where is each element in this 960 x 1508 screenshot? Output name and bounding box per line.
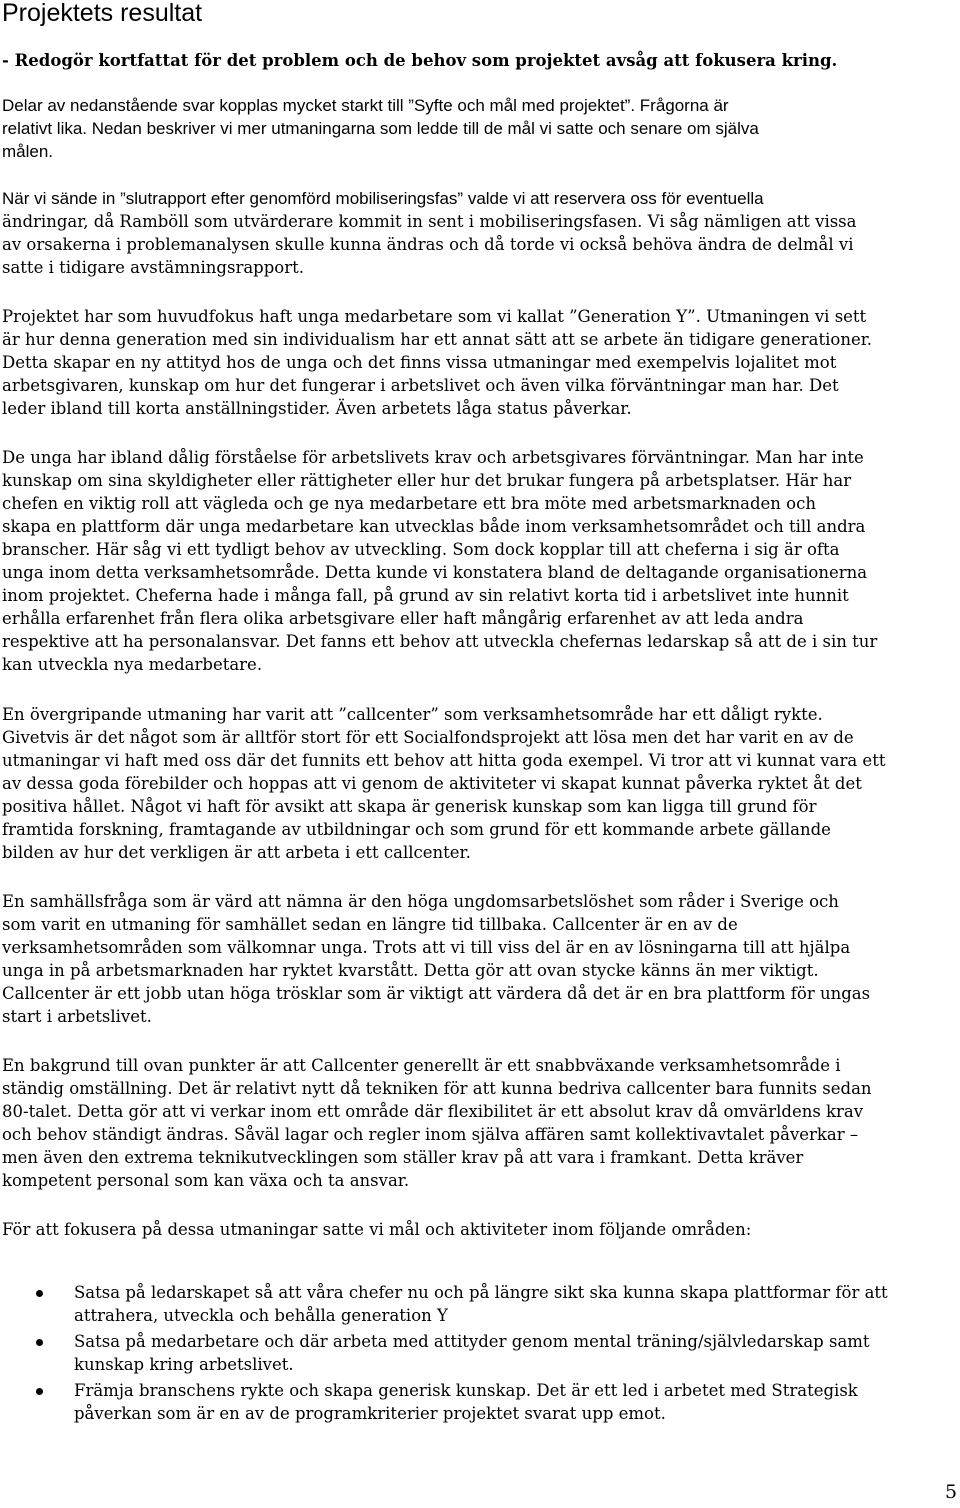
page-number: 5 [945,1481,958,1503]
paragraph-4-line: erhålla erfarenhet från flera olika arbetsgivare eller haft mångårig erfarenhet av att leda andra [2,609,804,628]
paragraph-5-line: Givetvis är det något som är alltför stort för ett Socialfondsprojekt att lösa men det har varit en av de [2,728,854,747]
paragraph-7-line: kompetent personal som kan växa och ta ansvar. [2,1171,410,1190]
paragraph-2-line: ändringar, då Ramböll som utvärderare kommit in sent i mobiliseringsfasen. Vi såg nämligen att vissa [2,212,857,231]
paragraph-4-line: kunskap om sina skyldigheter eller rättigheter eller hur det brukar fungera på arbetsplatser. Här har [2,471,852,490]
bullet-icon [36,1339,43,1346]
paragraph-5-line: En övergripande utmaning har varit att ”callcenter” som verksamhetsområde har ett dåligt rykte. [2,705,823,724]
paragraph-3-line: är hur denna generation med sin individualism har ett annat sätt att se arbete än tidigare generationer. [2,330,873,349]
paragraph-7-line: 80-talet. Detta gör att vi verkar inom ett område där flexibilitet är ett absolut krav då omvärldens krav [2,1102,864,1121]
bullet-item-2-line: kunskap kring arbetslivet. [74,1355,294,1374]
paragraph-4-line: skapa en plattform där unga medarbetare kan utvecklas både inom verksamhetsområdet och till andra [2,517,866,536]
bullet-icon [36,1290,43,1297]
paragraph-6-line: En samhällsfråga som är värd att nämna är den höga ungdomsarbetslöshet som råder i Sverige och [2,892,839,911]
question-prompt: - Redogör kortfattat för det problem och de behov som projektet avsåg att fokusera kring. [2,51,838,70]
paragraph-4-line: respektive att ha personalansvar. Det fanns ett behov att utveckla chefernas ledarskap så att de i sin tur [2,632,878,651]
paragraph-7-line: ständig omställning. Det är relativt nytt då tekniken för att kunna bedriva callcenter bara funnits sedan [2,1079,872,1098]
paragraph-3-line: arbetsgivaren, kunskap om hur det fungerar i arbetslivet och även vilka förväntningar man har. Det [2,376,839,395]
bullet-item-1-line: Satsa på ledarskapet så att våra chefer nu och på längre sikt ska kunna skapa plattformar för att [74,1283,888,1302]
bullet-item-2-line: Satsa på medarbetare och där arbeta med attityder genom mental träning/självledarskap samt [74,1332,870,1351]
paragraph-1-line: relativt lika. Nedan beskriver vi mer utmaningarna som ledde till de mål vi satte och senare om själva [2,119,759,138]
bullet-item-3-line: påverkan som är en av de programkriterier projektet svarat upp emot. [74,1404,666,1423]
paragraph-4-line: unga inom detta verksamhetsområde. Detta kunde vi konstatera bland de deltagande organisationerna [2,563,868,582]
paragraph-1-line: Delar av nedanstående svar kopplas mycket starkt till ”Syfte och mål med projektet”. Frågorna är [2,96,729,115]
paragraph-1-line: målen. [2,142,54,161]
paragraph-2-line: satte i tidigare avstämningsrapport. [2,258,304,277]
paragraph-5-line: bilden av hur det verkligen är att arbeta i ett callcenter. [2,843,471,862]
paragraph-5-line: positiva hållet. Något vi haft för avsikt att skapa är generisk kunskap som kan ligga till grund för [2,797,817,816]
paragraph-6-line: start i arbetslivet. [2,1007,152,1026]
paragraph-2-line: av orsakerna i problemanalysen skulle kunna ändras och då torde vi också behöva ändra de delmål vi [2,235,854,254]
bullet-icon [36,1388,43,1395]
paragraph-3-line: leder ibland till korta anställningstider. Även arbetets låga status påverkar. [2,399,632,418]
paragraph-5-line: av dessa goda förebilder och hoppas att vi genom de aktiviteter vi skapat kunnat påverka ryktet åt det [2,774,862,793]
paragraph-7-line: och behov ständigt ändras. Såväl lagar och regler inom själva affären samt kollektivavtalet påverkar – [2,1125,859,1144]
paragraph-7-line: men även den extrema teknikutvecklingen som ställer krav på att vara i framkant. Detta kräver [2,1148,804,1167]
paragraph-4-line: kan utveckla nya medarbetare. [2,655,263,674]
paragraph-6-line: Callcenter är ett jobb utan höga trösklar som är viktigt att värdera då det är en bra plattform för ungas [2,984,871,1003]
paragraph-4-line: inom projektet. Cheferna hade i många fall, på grund av sin relativt korta tid i arbetslivet inte hunnit [2,586,849,605]
paragraph-7-line: En bakgrund till ovan punkter är att Callcenter generellt är ett snabbväxande verksamhetsområde i [2,1056,841,1075]
paragraph-6-line: verksamhetsområden som välkomnar unga. Trots att vi till viss del är en av lösningarna till att hjälpa [2,938,851,957]
paragraph-5-line: framtida forskning, framtagande av utbildningar och som grund för ett kommande arbete gällande [2,820,831,839]
paragraph-4-line: branscher. Här såg vi ett tydligt behov av utveckling. Som dock kopplar till att cheferna i sig är ofta [2,540,840,559]
paragraph-4-line: De unga har ibland dålig förståelse för arbetslivets krav och arbetsgivares förväntningar. Man har inte [2,448,864,467]
paragraph-3-line: Detta skapar en ny attityd hos de unga och det finns vissa utmaningar med exempelvis lojalitet mot [2,353,837,372]
bullet-item-3-line: Främja branschens rykte och skapa generisk kunskap. Det är ett led i arbetet med Strategisk [74,1381,858,1400]
paragraph-3-line: Projektet har som huvudfokus haft unga medarbetare som vi kallat ”Generation Y”. Utmaningen vi sett [2,307,867,326]
paragraph-5-line: utmaningar vi haft med oss där det funnits ett behov att hitta goda exempel. Vi tror att vi kunnat vara ett [2,751,886,770]
paragraph-2-line: När vi sände in ”slutrapport efter genomförd mobiliseringsfas” valde vi att reservera oss för eventuella [2,189,764,208]
paragraph-6-line: som varit en utmaning för samhället sedan en längre tid tillbaka. Callcenter är en av de [2,915,738,934]
bullet-item-1-line: attrahera, utveckla och behålla generation Y [74,1306,448,1325]
page-title: Projektets resultat [2,0,203,27]
paragraph-4-line: chefen en viktig roll att vägleda och ge nya medarbetare ett bra möte med arbetsmarknaden och [2,494,816,513]
paragraph-6-line: unga in på arbetsmarknaden har ryktet kvarstått. Detta gör att ovan stycke känns än mer viktigt. [2,961,819,980]
paragraph-8-line: För att fokusera på dessa utmaningar satte vi mål och aktiviteter inom följande områden: [2,1220,752,1239]
